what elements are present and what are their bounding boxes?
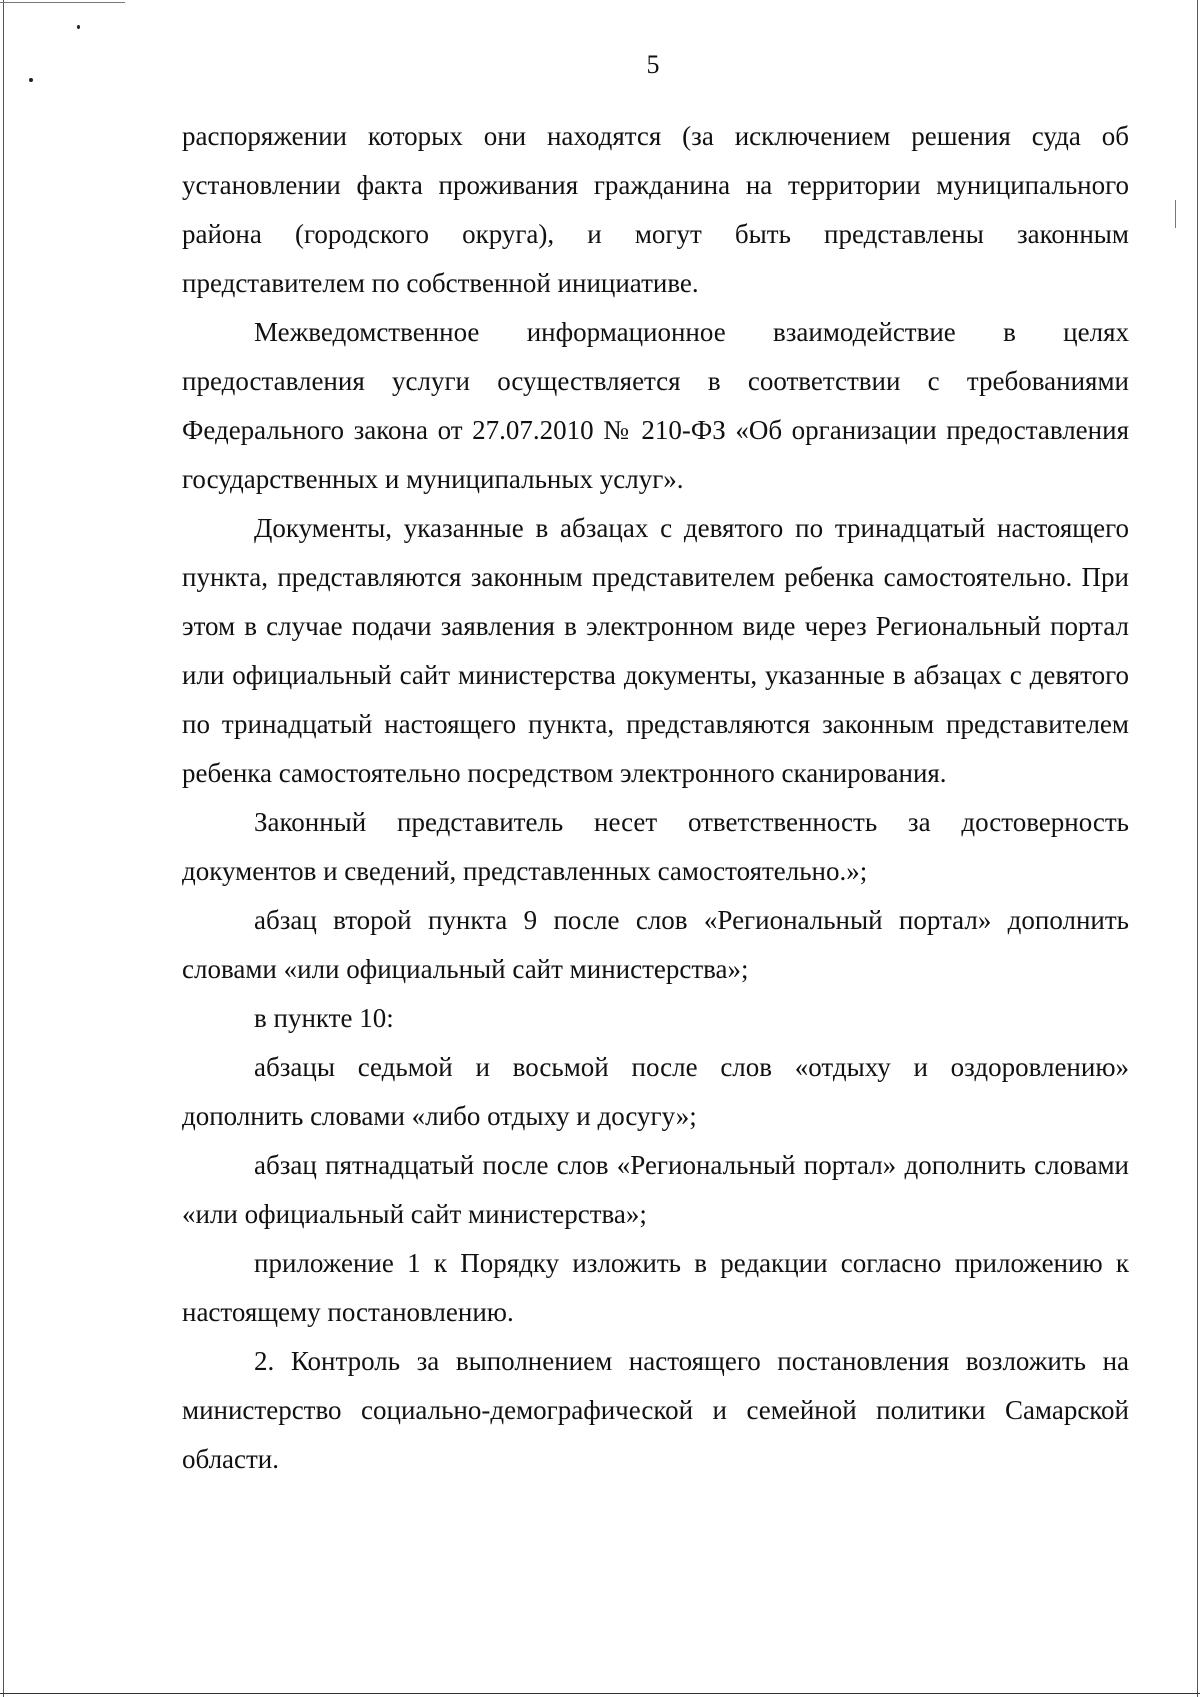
document-body [182,112,1129,1484]
paragraph: абзац второй пункта 9 после слов «Региональный портал» дополнить словами «или официальный сайт министерства»; [182,905,1129,984]
paragraph: Законный представитель несет ответственность за достоверность документов и сведений, представленных самостоятельно.»; [182,807,1129,886]
scan-mark [1175,200,1176,228]
scan-border-right [1197,0,1198,1697]
page-number: 5 [646,50,660,79]
scan-border-top [0,2,125,3]
paragraph: 2. Контроль за выполнением настоящего постановления возложить на министерство социально-демографической и семейной политики Самарской области. [182,1346,1129,1474]
paragraph: абзацы седьмой и восьмой после слов «отдыху и оздоровлению» дополнить словами «либо отдыху и досугу»; [182,1052,1129,1131]
paragraph: абзац пятнадцатый после слов «Региональный портал» дополнить словами «или официальный сайт министерства»; [182,1150,1129,1229]
paragraph: Межведомственное информационное взаимодействие в целях предоставления услуги осуществляется в соответствии с требованиями Федерального закона от 27.07.2010 № 210-ФЗ «Об организации предоставления государственных и муниципальных услуг». [182,317,1129,494]
paragraph: распоряжении которых они находятся (за исключением решения суда об установлении факта проживания гражданина на территории муниципального района (городского округа), и могут быть представлены законным представителем по собственной инициативе. [182,121,1129,298]
paragraph: в пункте 10: [254,1003,394,1033]
scan-border-bottom [0,1693,1200,1694]
scan-speck [77,25,80,29]
scan-border-left [3,0,4,1697]
paragraph: Документы, указанные в абзацах с девятого по тринадцатый настоящего пункта, представляются законным представителем ребенка самостоятельно. При этом в случае подачи заявления в электронном виде через Региональный портал или официальный сайт министерства документы, указанные в абзацах с девятого по тринадцатый настоящего пункта, представляются законным представителем ребенка самостоятельно посредством электронного сканирования. [182,513,1129,788]
paragraph: приложение 1 к Порядку изложить в редакции согласно приложению к настоящему постановлению. [182,1248,1129,1327]
